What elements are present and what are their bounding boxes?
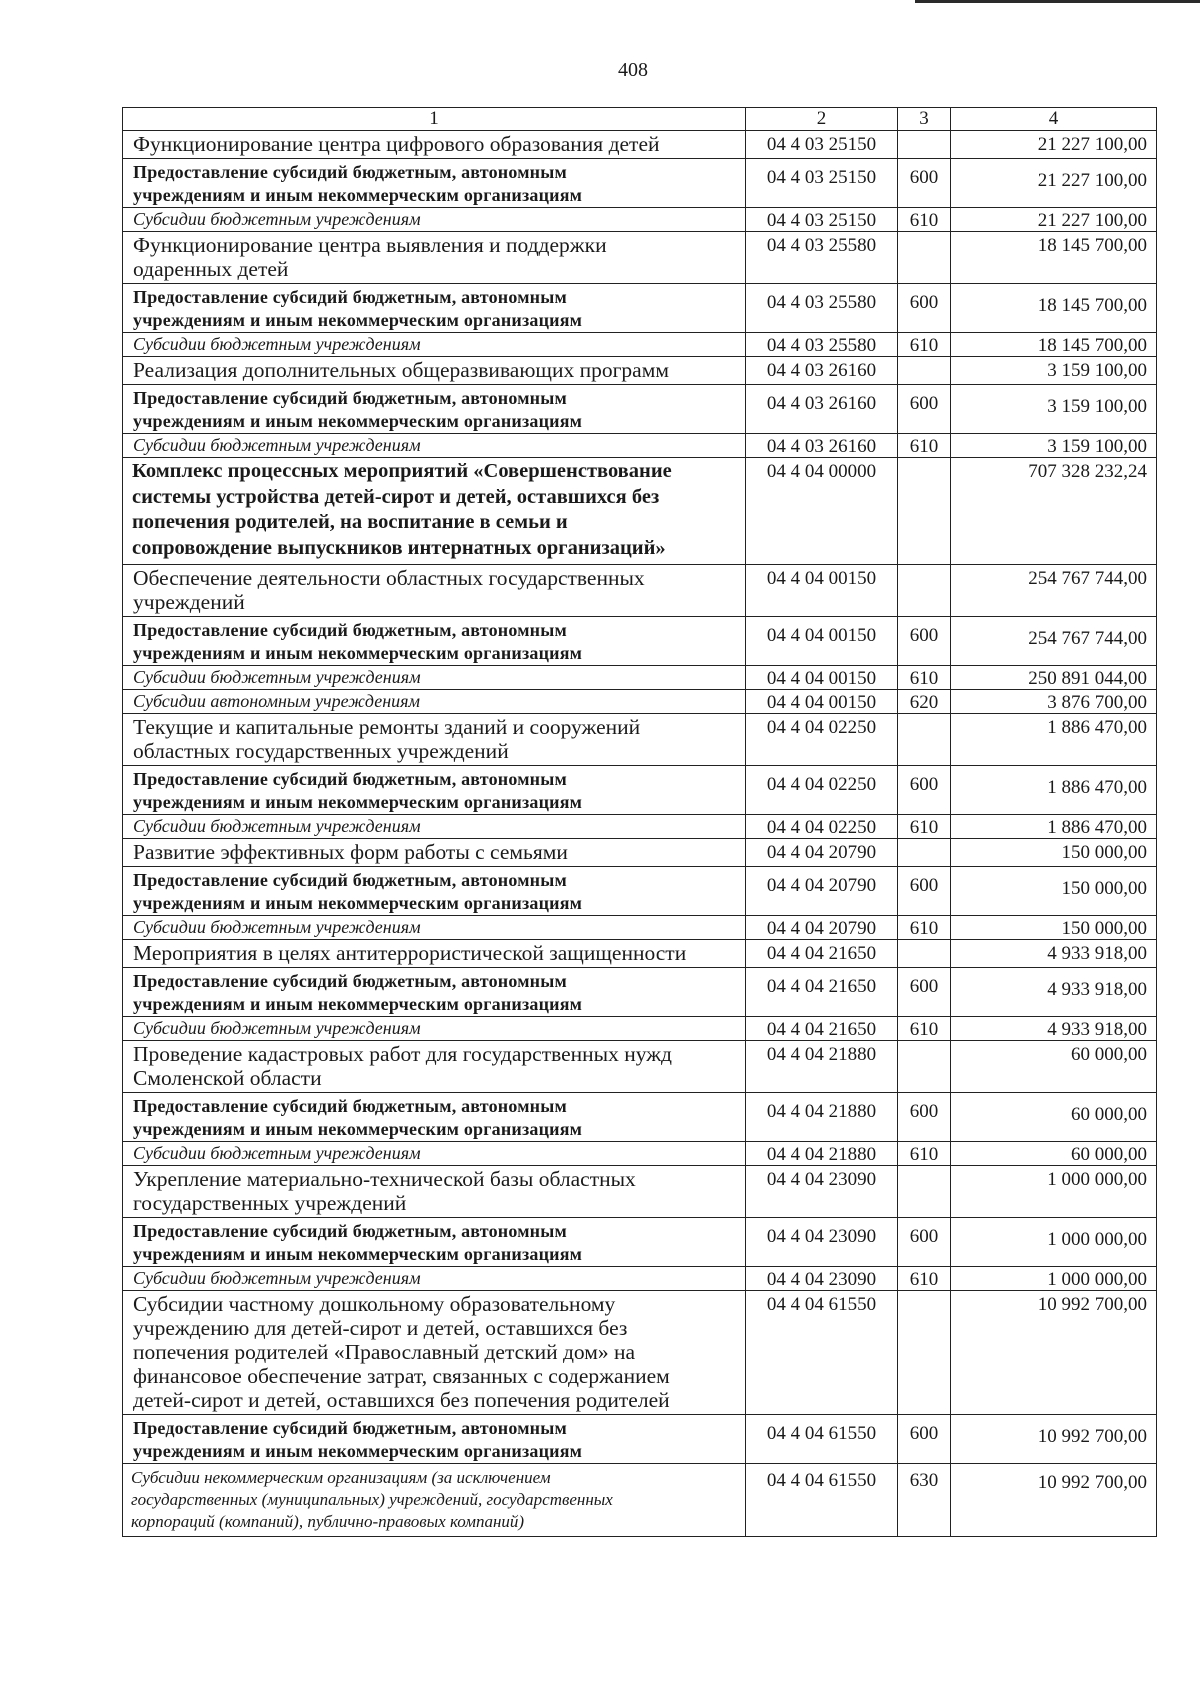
row-description: Субсидии бюджетным учреждениям xyxy=(123,1017,746,1041)
row-amount: 4 933 918,00 xyxy=(951,968,1157,1017)
table-row xyxy=(123,1267,1157,1291)
row-description: Предоставление субсидий бюджетным, автономным учреждениям и иным некоммерческим организациям xyxy=(123,1093,746,1142)
row-amount: 150 000,00 xyxy=(951,916,1157,940)
table-row xyxy=(123,916,1157,940)
row-code: 04 4 03 26160 xyxy=(746,434,898,458)
row-amount: 3 876 700,00 xyxy=(951,690,1157,714)
table-row xyxy=(123,458,1157,565)
table-row xyxy=(123,232,1157,284)
row-type: 610 xyxy=(898,916,951,940)
table-row xyxy=(123,867,1157,916)
row-type: 610 xyxy=(898,1267,951,1291)
row-description: Субсидии бюджетным учреждениям xyxy=(123,666,746,690)
table-row xyxy=(123,666,1157,690)
row-code: 04 4 04 00150 xyxy=(746,617,898,666)
row-description: Функционирование центра выявления и поддержки одаренных детей xyxy=(123,232,746,284)
row-amount: 60 000,00 xyxy=(951,1041,1157,1093)
scan-edge-line xyxy=(915,0,1200,3)
row-amount: 21 227 100,00 xyxy=(951,208,1157,232)
row-code: 04 4 04 02250 xyxy=(746,766,898,815)
row-amount: 250 891 044,00 xyxy=(951,666,1157,690)
row-code: 04 4 04 00000 xyxy=(746,458,898,565)
row-amount: 18 145 700,00 xyxy=(951,284,1157,333)
row-description: Субсидии частному дошкольному образовательному учреждению для детей-сирот и детей, оставшихся без попечения родителей «Православный детский дом» на финансовое обеспечение затрат, связанных с содержанием детей-сирот и детей, оставшихся без попечения родителей xyxy=(123,1291,746,1415)
row-amount: 10 992 700,00 xyxy=(951,1291,1157,1415)
table-row xyxy=(123,1142,1157,1166)
row-description: Субсидии бюджетным учреждениям xyxy=(123,434,746,458)
row-amount: 10 992 700,00 xyxy=(951,1415,1157,1464)
row-code: 04 4 04 21650 xyxy=(746,1017,898,1041)
row-type: 600 xyxy=(898,617,951,666)
row-code: 04 4 04 61550 xyxy=(746,1415,898,1464)
table-row xyxy=(123,766,1157,815)
row-description: Предоставление субсидий бюджетным, автономным учреждениям и иным некоммерческим организациям xyxy=(123,385,746,434)
row-code: 04 4 04 20790 xyxy=(746,839,898,867)
row-type xyxy=(898,1041,951,1093)
row-type: 600 xyxy=(898,1218,951,1267)
row-code: 04 4 04 21880 xyxy=(746,1142,898,1166)
row-type xyxy=(898,131,951,159)
page-number: 408 xyxy=(618,59,648,81)
row-description: Реализация дополнительных общеразвивающих программ xyxy=(123,357,746,385)
row-amount: 1 000 000,00 xyxy=(951,1218,1157,1267)
table-row xyxy=(123,385,1157,434)
row-description: Проведение кадастровых работ для государственных нужд Смоленской области xyxy=(123,1041,746,1093)
table-row xyxy=(123,565,1157,617)
row-amount: 1 000 000,00 xyxy=(951,1166,1157,1218)
row-type xyxy=(898,1166,951,1218)
row-amount: 707 328 232,24 xyxy=(951,458,1157,565)
row-description: Предоставление субсидий бюджетным, автономным учреждениям и иным некоммерческим организациям xyxy=(123,159,746,208)
row-code: 04 4 04 21650 xyxy=(746,968,898,1017)
row-code: 04 4 04 23090 xyxy=(746,1267,898,1291)
table-row xyxy=(123,333,1157,357)
row-amount: 1 000 000,00 xyxy=(951,1267,1157,1291)
row-description: Предоставление субсидий бюджетным, автономным учреждениям и иным некоммерческим организациям xyxy=(123,617,746,666)
row-type: 630 xyxy=(898,1464,951,1537)
row-amount: 150 000,00 xyxy=(951,839,1157,867)
table-row xyxy=(123,968,1157,1017)
row-description: Субсидии некоммерческим организациям (за исключением государственных (муниципальных) учреждений, государственных корпораций (компаний), публично-правовых компаний) xyxy=(123,1464,746,1537)
row-description: Функционирование центра цифрового образования детей xyxy=(123,131,746,159)
row-code: 04 4 04 23090 xyxy=(746,1218,898,1267)
row-code: 04 4 04 00150 xyxy=(746,565,898,617)
row-type: 620 xyxy=(898,690,951,714)
row-code: 04 4 03 25580 xyxy=(746,284,898,333)
row-description: Комплекс процессных мероприятий «Совершенствование системы устройства детей-сирот и детей, оставшихся без попечения родителей, на воспитание в семьи и сопровождение выпускников интернатных организаций» xyxy=(123,458,746,565)
row-code: 04 4 03 25150 xyxy=(746,159,898,208)
table-row xyxy=(123,714,1157,766)
row-amount: 4 933 918,00 xyxy=(951,1017,1157,1041)
row-type xyxy=(898,714,951,766)
row-amount: 1 886 470,00 xyxy=(951,815,1157,839)
row-code: 04 4 03 26160 xyxy=(746,385,898,434)
row-type xyxy=(898,1291,951,1415)
row-code: 04 4 03 26160 xyxy=(746,357,898,385)
table-row xyxy=(123,940,1157,968)
row-description: Субсидии бюджетным учреждениям xyxy=(123,916,746,940)
row-amount: 18 145 700,00 xyxy=(951,232,1157,284)
row-description: Субсидии бюджетным учреждениям xyxy=(123,1142,746,1166)
row-type: 600 xyxy=(898,766,951,815)
row-type: 610 xyxy=(898,1017,951,1041)
row-description: Субсидии бюджетным учреждениям xyxy=(123,333,746,357)
row-code: 04 4 04 20790 xyxy=(746,867,898,916)
row-type: 600 xyxy=(898,159,951,208)
row-code: 04 4 04 61550 xyxy=(746,1464,898,1537)
row-type: 600 xyxy=(898,867,951,916)
row-code: 04 4 04 02250 xyxy=(746,815,898,839)
row-type: 610 xyxy=(898,666,951,690)
row-description: Субсидии автономным учреждениям xyxy=(123,690,746,714)
row-code: 04 4 03 25580 xyxy=(746,333,898,357)
row-type xyxy=(898,357,951,385)
column-header-1: 1 xyxy=(123,108,746,131)
row-type: 610 xyxy=(898,815,951,839)
table-row xyxy=(123,839,1157,867)
row-amount: 1 886 470,00 xyxy=(951,766,1157,815)
row-amount: 10 992 700,00 xyxy=(951,1464,1157,1537)
row-description: Субсидии бюджетным учреждениям xyxy=(123,815,746,839)
budget-table xyxy=(122,107,1157,1537)
table-row xyxy=(123,1291,1157,1415)
row-code: 04 4 03 25150 xyxy=(746,131,898,159)
row-code: 04 4 04 00150 xyxy=(746,666,898,690)
row-type: 600 xyxy=(898,385,951,434)
row-type: 600 xyxy=(898,1415,951,1464)
row-code: 04 4 04 21880 xyxy=(746,1093,898,1142)
table-row xyxy=(123,617,1157,666)
row-description: Предоставление субсидий бюджетным, автономным учреждениям и иным некоммерческим организациям xyxy=(123,1415,746,1464)
row-code: 04 4 03 25150 xyxy=(746,208,898,232)
row-description: Обеспечение деятельности областных государственных учреждений xyxy=(123,565,746,617)
row-code: 04 4 04 21880 xyxy=(746,1041,898,1093)
row-type: 610 xyxy=(898,333,951,357)
row-description: Предоставление субсидий бюджетным, автономным учреждениям и иным некоммерческим организациям xyxy=(123,867,746,916)
row-type xyxy=(898,839,951,867)
row-description: Предоставление субсидий бюджетным, автономным учреждениям и иным некоммерческим организациям xyxy=(123,766,746,815)
table-row xyxy=(123,1093,1157,1142)
table-row xyxy=(123,208,1157,232)
table-header-row xyxy=(123,108,1157,131)
row-amount: 254 767 744,00 xyxy=(951,565,1157,617)
row-description: Предоставление субсидий бюджетным, автономным учреждениям и иным некоммерческим организациям xyxy=(123,968,746,1017)
table-row xyxy=(123,1017,1157,1041)
row-amount: 18 145 700,00 xyxy=(951,333,1157,357)
table-row xyxy=(123,1041,1157,1093)
row-code: 04 4 04 21650 xyxy=(746,940,898,968)
row-amount: 3 159 100,00 xyxy=(951,357,1157,385)
row-amount: 254 767 744,00 xyxy=(951,617,1157,666)
row-description: Предоставление субсидий бюджетным, автономным учреждениям и иным некоммерческим организациям xyxy=(123,1218,746,1267)
row-amount: 21 227 100,00 xyxy=(951,131,1157,159)
table-row xyxy=(123,131,1157,159)
table-row xyxy=(123,1415,1157,1464)
column-header-4: 4 xyxy=(951,108,1157,131)
table-row xyxy=(123,434,1157,458)
row-type: 600 xyxy=(898,968,951,1017)
row-amount: 4 933 918,00 xyxy=(951,940,1157,968)
row-code: 04 4 04 23090 xyxy=(746,1166,898,1218)
row-amount: 1 886 470,00 xyxy=(951,714,1157,766)
row-description: Мероприятия в целях антитеррористической защищенности xyxy=(123,940,746,968)
row-amount: 3 159 100,00 xyxy=(951,434,1157,458)
table-body xyxy=(123,131,1157,1537)
row-amount: 21 227 100,00 xyxy=(951,159,1157,208)
row-code: 04 4 03 25580 xyxy=(746,232,898,284)
row-amount: 150 000,00 xyxy=(951,867,1157,916)
column-header-2: 2 xyxy=(746,108,898,131)
row-amount: 3 159 100,00 xyxy=(951,385,1157,434)
row-type: 600 xyxy=(898,1093,951,1142)
row-type: 610 xyxy=(898,1142,951,1166)
row-description: Укрепление материально-технической базы областных государственных учреждений xyxy=(123,1166,746,1218)
row-description: Развитие эффективных форм работы с семьями xyxy=(123,839,746,867)
table-row xyxy=(123,690,1157,714)
row-type: 610 xyxy=(898,434,951,458)
table-row xyxy=(123,815,1157,839)
row-code: 04 4 04 61550 xyxy=(746,1291,898,1415)
row-type: 600 xyxy=(898,284,951,333)
table-row xyxy=(123,159,1157,208)
column-header-3: 3 xyxy=(898,108,951,131)
row-type xyxy=(898,232,951,284)
row-type xyxy=(898,458,951,565)
table-row xyxy=(123,284,1157,333)
row-code: 04 4 04 02250 xyxy=(746,714,898,766)
row-code: 04 4 04 20790 xyxy=(746,916,898,940)
table-row xyxy=(123,1166,1157,1218)
table-row xyxy=(123,357,1157,385)
row-description: Субсидии бюджетным учреждениям xyxy=(123,1267,746,1291)
row-type xyxy=(898,565,951,617)
table-row xyxy=(123,1218,1157,1267)
table-row xyxy=(123,1464,1157,1537)
row-description: Субсидии бюджетным учреждениям xyxy=(123,208,746,232)
row-amount: 60 000,00 xyxy=(951,1142,1157,1166)
row-description: Предоставление субсидий бюджетным, автономным учреждениям и иным некоммерческим организациям xyxy=(123,284,746,333)
row-code: 04 4 04 00150 xyxy=(746,690,898,714)
row-type: 610 xyxy=(898,208,951,232)
row-description: Текущие и капитальные ремонты зданий и сооружений областных государственных учреждений xyxy=(123,714,746,766)
row-amount: 60 000,00 xyxy=(951,1093,1157,1142)
row-type xyxy=(898,940,951,968)
